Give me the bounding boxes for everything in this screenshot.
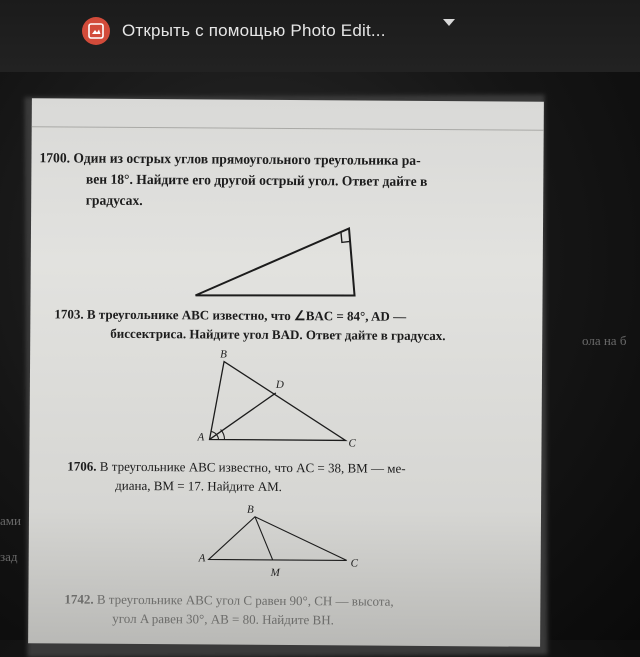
open-with-label: Открыть с помощью Photo Edit... <box>122 21 386 40</box>
vertex-label-b: B <box>246 503 254 516</box>
problem-text-line: вен 18°. Найдите его другой острый угол. Ответ дайте в <box>85 172 428 190</box>
background-text-fragment: зад <box>0 549 18 564</box>
background-text-fragment: ола на б <box>582 333 627 348</box>
problem-text-line: диана, BM = 17. Найдите AM. <box>115 477 282 494</box>
open-with-button[interactable] <box>82 12 472 50</box>
vertex-label-a: A <box>197 431 205 444</box>
problem-number: 1703. <box>54 306 84 322</box>
point-label-d: D <box>275 378 284 391</box>
triangle-median-figure <box>197 503 368 579</box>
vertex-label-c: C <box>350 557 359 570</box>
vertex-label-b: B <box>220 348 227 361</box>
viewer-toolbar <box>0 0 640 72</box>
problem-text-line: Один из острых углов прямоугольного треугольника ра- <box>73 151 421 169</box>
problem-text-line: В треугольнике ABC известно, что ∠BAC = 84°, AD — <box>86 306 407 324</box>
right-triangle-figure <box>191 219 372 300</box>
background-text-fragment: ами <box>0 513 21 528</box>
triangle-bisector-figure <box>197 347 368 448</box>
problem-text-line: угол A равен 30°, AB = 80. Найдите BH. <box>112 610 334 628</box>
problem-1742 <box>64 589 534 630</box>
problem-1703 <box>54 304 524 345</box>
vertex-label-a: A <box>198 552 206 565</box>
point-label-m: M <box>270 566 280 579</box>
problem-number: 1700. <box>39 151 71 167</box>
problem-text-line: градусах. <box>85 193 143 209</box>
photographed-page <box>28 98 544 647</box>
problem-1700 <box>39 148 515 214</box>
divider <box>32 126 544 131</box>
problem-text-line: биссектриса. Найдите угол BAD. Ответ дайте в градусах. <box>110 325 446 344</box>
vertex-label-c: C <box>348 437 356 450</box>
problem-text-line: В треугольнике ABC известно, что AC = 38, BM — ме- <box>99 458 406 476</box>
problem-1706 <box>67 456 537 497</box>
problem-number: 1706. <box>67 458 97 474</box>
problem-text-line: В треугольнике ABC угол C равен 90°, CH — высота, <box>96 591 394 609</box>
chevron-down-icon[interactable] <box>443 19 455 26</box>
problem-number: 1742. <box>64 591 94 607</box>
photo-editor-icon <box>82 17 110 45</box>
